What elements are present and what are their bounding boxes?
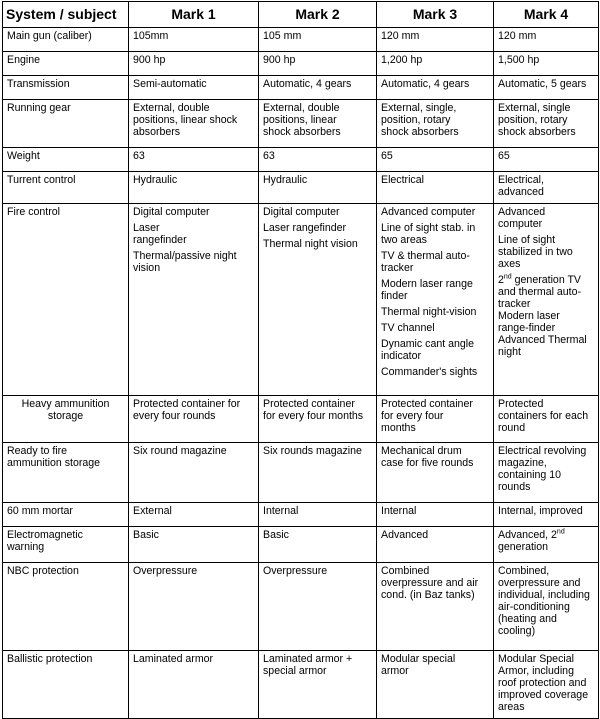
cell-mark-4: External, single position, rotary shock absorbers bbox=[494, 100, 599, 148]
cell-mark-3: External, single, position, rotary shock absorbers bbox=[377, 100, 494, 148]
list-item: TV channel bbox=[381, 322, 435, 334]
cell-mark-2: Protected container for every four months bbox=[259, 396, 377, 443]
cell-mark-4: Modular Special Armor, including roof protection and improved coverage areas bbox=[494, 651, 599, 719]
list-item: Thermal/passive night vision bbox=[133, 250, 237, 274]
cell-mark-2: Laminated armor + special armor bbox=[259, 651, 377, 719]
table-row bbox=[3, 503, 599, 527]
cell-mark-2: 63 bbox=[259, 148, 377, 172]
row-subject: Ballistic protection bbox=[3, 651, 129, 719]
row-subject: 60 mm mortar bbox=[3, 503, 129, 527]
cell-mark-3: Automatic, 4 gears bbox=[377, 76, 494, 100]
table-row bbox=[3, 396, 599, 443]
list-item: Thermal night-vision bbox=[381, 306, 477, 318]
list-item: Thermal night vision bbox=[263, 238, 358, 250]
cell-mark-3: Modular special armor bbox=[377, 651, 494, 719]
cell-mark-2: Six rounds magazine bbox=[259, 443, 377, 503]
cell-mark-1: 63 bbox=[129, 148, 259, 172]
cell-mark-1: Semi-automatic bbox=[129, 76, 259, 100]
cell-mark-1: Basic bbox=[129, 527, 259, 563]
list-item: Laser rangefinder bbox=[263, 222, 347, 234]
list-item: Laser rangefinder bbox=[133, 222, 187, 246]
cell-mark-4: Protected containers for each round bbox=[494, 396, 599, 443]
table-row bbox=[3, 52, 599, 76]
cell-mark-2: 900 hp bbox=[259, 52, 377, 76]
list-item: Advanced computer bbox=[381, 206, 476, 218]
cell-mark-1: 105mm bbox=[129, 28, 259, 52]
table-row bbox=[3, 651, 599, 719]
row-subject: Weight bbox=[3, 148, 129, 172]
row-subject: Transmission bbox=[3, 76, 129, 100]
row-subject: Running gear bbox=[3, 100, 129, 148]
cell-mark-2: Internal bbox=[259, 503, 377, 527]
cell-mark-2 bbox=[259, 204, 377, 396]
row-subject: Ready to fire ammunition storage bbox=[3, 443, 129, 503]
list-item: Digital computer bbox=[133, 206, 210, 218]
list-item: Dynamic cant angle indicator bbox=[381, 338, 475, 362]
cell-mark-2: Hydraulic bbox=[259, 172, 377, 204]
cell-mark-1: Hydraulic bbox=[129, 172, 259, 204]
list-item: 2nd generation TV and thermal auto- tracker Modern laser range-finder Advanced Thermal night bbox=[498, 273, 587, 358]
cell-mark-4: Electrical, advanced bbox=[494, 172, 599, 204]
list-item: Advanced computer bbox=[498, 206, 546, 230]
table-row bbox=[3, 172, 599, 204]
cell-mark-3: Mechanical drum case for five rounds bbox=[377, 443, 494, 503]
table-row bbox=[3, 204, 599, 396]
cell-mark-3: Protected container for every four months bbox=[377, 396, 494, 443]
table-row bbox=[3, 100, 599, 148]
cell-mark-4: Electrical revolving magazine, containing 10 rounds bbox=[494, 443, 599, 503]
cell-mark-1: Six round magazine bbox=[129, 443, 259, 503]
header-mark-4: Mark 4 bbox=[494, 2, 599, 28]
cell-mark-1: 900 hp bbox=[129, 52, 259, 76]
list-item: Commander's sights bbox=[381, 366, 478, 378]
list-item: TV & thermal auto- tracker bbox=[381, 250, 470, 274]
cell-mark-3: 120 mm bbox=[377, 28, 494, 52]
row-subject: Fire control bbox=[3, 204, 129, 396]
cell-mark-3: 65 bbox=[377, 148, 494, 172]
cell-mark-4: 120 mm bbox=[494, 28, 599, 52]
cell-mark-1 bbox=[129, 204, 259, 396]
row-subject: NBC protection bbox=[3, 563, 129, 651]
header-mark-1: Mark 1 bbox=[129, 2, 259, 28]
table-row bbox=[3, 443, 599, 503]
list-item: Line of sight stab. in two areas bbox=[381, 222, 476, 246]
cell-mark-4: Internal, improved bbox=[494, 503, 599, 527]
cell-mark-4: Automatic, 5 gears bbox=[494, 76, 599, 100]
row-subject: Electromagnetic warning bbox=[3, 527, 129, 563]
cell-mark-2: 105 mm bbox=[259, 28, 377, 52]
table-row bbox=[3, 76, 599, 100]
list-item: Line of sight stabilized in two axes bbox=[498, 234, 573, 270]
cell-mark-3: Advanced bbox=[377, 527, 494, 563]
table-row bbox=[3, 563, 599, 651]
cell-mark-2: Overpressure bbox=[259, 563, 377, 651]
cell-mark-3 bbox=[377, 204, 494, 396]
row-subject: Main gun (caliber) bbox=[3, 28, 129, 52]
cell-mark-1: External bbox=[129, 503, 259, 527]
comparison-table bbox=[2, 1, 599, 719]
cell-mark-4: 1,500 hp bbox=[494, 52, 599, 76]
row-subject: Heavy ammunition storage bbox=[3, 396, 129, 443]
cell-mark-1: Overpressure bbox=[129, 563, 259, 651]
cell-mark-2: Basic bbox=[259, 527, 377, 563]
cell-mark-1: Protected container for every four rounds bbox=[129, 396, 259, 443]
table-row bbox=[3, 527, 599, 563]
cell-mark-4: Combined, overpressure and individual, including air-conditioning (heating and cooling) bbox=[494, 563, 599, 651]
cell-mark-1: Laminated armor bbox=[129, 651, 259, 719]
cell-mark-3: Internal bbox=[377, 503, 494, 527]
row-subject: Engine bbox=[3, 52, 129, 76]
cell-mark-1: External, double positions, linear shock absorbers bbox=[129, 100, 259, 148]
table-row bbox=[3, 28, 599, 52]
cell-mark-3: Electrical bbox=[377, 172, 494, 204]
list-item: Digital computer bbox=[263, 206, 340, 218]
header-mark-3: Mark 3 bbox=[377, 2, 494, 28]
list-item: Modern laser range finder bbox=[381, 278, 473, 302]
cell-mark-2: External, double positions, linear shock absorbers bbox=[259, 100, 377, 148]
cell-mark-2: Automatic, 4 gears bbox=[259, 76, 377, 100]
cell-mark-4: 65 bbox=[494, 148, 599, 172]
header-mark-2: Mark 2 bbox=[259, 2, 377, 28]
header-system-subject: System / subject bbox=[3, 2, 129, 28]
cell-mark-4 bbox=[494, 204, 599, 396]
table-row bbox=[3, 148, 599, 172]
cell-mark-3: Combined overpressure and air cond. (in Baz tanks) bbox=[377, 563, 494, 651]
header-row bbox=[3, 2, 599, 28]
cell-mark-4: Advanced, 2nd generation bbox=[494, 527, 599, 563]
row-subject: Turrent control bbox=[3, 172, 129, 204]
cell-mark-3: 1,200 hp bbox=[377, 52, 494, 76]
